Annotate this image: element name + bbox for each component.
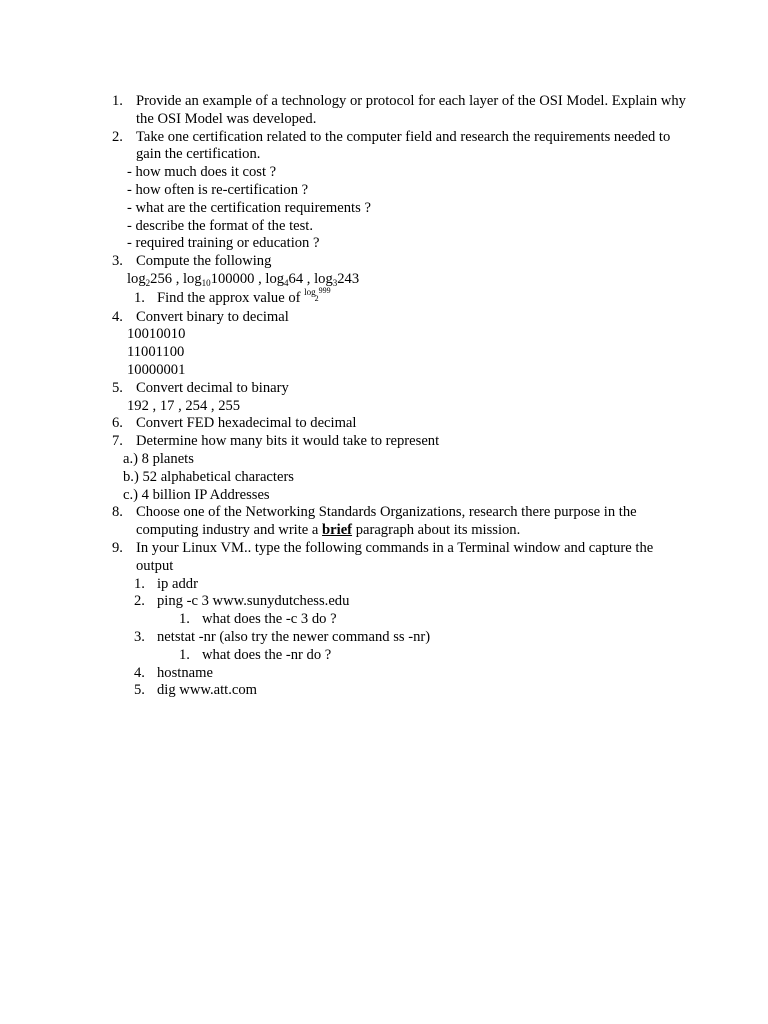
- sub-question: what does the -c 3 do ?: [202, 611, 337, 628]
- question-number: 9.: [112, 539, 123, 556]
- question-text: In your Linux VM.. type the following commands in a Terminal window and capture the output: [136, 539, 654, 574]
- command-text: ping -c 3 www.sunydutchess.edu: [157, 593, 350, 610]
- command-3-sub: [112, 647, 692, 665]
- command-number: 4.: [134, 664, 145, 681]
- command-number: 2.: [134, 593, 145, 610]
- log-expression: $\log_464$: [265, 270, 304, 288]
- sub-number: 1.: [179, 646, 190, 663]
- question-9: [112, 540, 692, 576]
- command-2: [112, 593, 692, 611]
- command-4: [112, 665, 692, 683]
- question-text: Compute the following: [136, 253, 272, 270]
- command-2-sub: [112, 611, 692, 629]
- question-text: Take one certification related to the computer field and research the requirements needed to gain the certification.: [136, 128, 671, 163]
- question-1: [112, 93, 692, 129]
- question-4: [112, 309, 692, 327]
- log-expressions: $\log_2256$ , $\log_{10}100000$ , $\log_464$ , $\log_3243$: [127, 270, 360, 288]
- binary-value: 10010010: [127, 326, 186, 343]
- alpha-item: c.) 4 billion IP Addresses: [123, 486, 270, 503]
- question-number: 7.: [112, 433, 123, 450]
- question-number: 8.: [112, 504, 123, 521]
- question-7: [112, 433, 692, 451]
- log-expression: $\log_2256$: [127, 270, 173, 288]
- decimal-values: [112, 398, 692, 416]
- question-text-before: Choose one of the Networking Standards Organizations, research there purpose in the computing industry and write a: [136, 504, 637, 539]
- certification-bullets: [112, 164, 692, 253]
- sub-question: what does the -nr do ?: [202, 646, 332, 663]
- question-number: 4.: [112, 308, 123, 325]
- command-text: dig www.att.com: [157, 682, 257, 699]
- command-number: 1.: [134, 575, 145, 592]
- sub-number: 1.: [179, 611, 190, 628]
- sub-text: Find the approx value of: [157, 289, 305, 306]
- question-number: 2.: [112, 128, 123, 145]
- bullet-item: - how much does it cost ?: [127, 164, 277, 181]
- command-number: 3.: [134, 628, 145, 645]
- command-1: [112, 576, 692, 594]
- alpha-item: b.) 52 alphabetical characters: [123, 468, 294, 485]
- bullet-item: - what are the certification requirements ?: [127, 199, 371, 216]
- question-5: [112, 380, 692, 398]
- binary-value: 10000001: [127, 361, 186, 378]
- question-number: 5.: [112, 379, 123, 396]
- approx-question: [112, 285, 692, 309]
- question-number: 1.: [112, 93, 123, 109]
- command-number: 5.: [134, 682, 145, 699]
- question-text: Provide an example of a technology or protocol for each layer of the OSI Model. Explain why the OSI Model was developed.: [136, 93, 686, 127]
- sub-number: 1.: [134, 289, 145, 306]
- question-3: [112, 253, 692, 271]
- question-text: Convert decimal to binary: [136, 379, 289, 396]
- question-text: Convert FED hexadecimal to decimal: [136, 415, 357, 432]
- question-8: [112, 504, 692, 540]
- question-text: Determine how many bits it would take to represent: [136, 433, 440, 450]
- command-text: netstat -nr (also try the newer command ss -nr): [157, 628, 431, 645]
- command-5: [112, 682, 692, 700]
- question-6: [112, 415, 692, 433]
- approx-log-expression: $^{log}2^{999}$: [304, 285, 331, 303]
- question-number: 6.: [112, 415, 123, 432]
- log-expression: $\log_3243$: [314, 270, 360, 288]
- question-text-after: paragraph about its mission.: [352, 522, 521, 539]
- alpha-list: [112, 451, 692, 504]
- bullet-item: - how often is re-certification ?: [127, 181, 309, 198]
- binary-values: [112, 326, 692, 379]
- command-3: [112, 629, 692, 647]
- binary-value: 11001100: [127, 344, 185, 361]
- question-2: [112, 129, 692, 165]
- question-number: 3.: [112, 253, 123, 270]
- bullet-item: - required training or education ?: [127, 235, 320, 252]
- brief-emphasis: brief: [322, 522, 353, 539]
- command-text: ip addr: [157, 575, 198, 592]
- question-text: Convert binary to decimal: [136, 308, 289, 325]
- alpha-item: a.) 8 planets: [123, 450, 194, 467]
- question-list: [112, 93, 692, 700]
- log-expression: $\log_{10}100000$: [183, 270, 255, 288]
- command-text: hostname: [157, 664, 213, 681]
- bullet-item: - describe the format of the test.: [127, 217, 313, 234]
- decimal-value: 192 , 17 , 254 , 255: [127, 397, 241, 414]
